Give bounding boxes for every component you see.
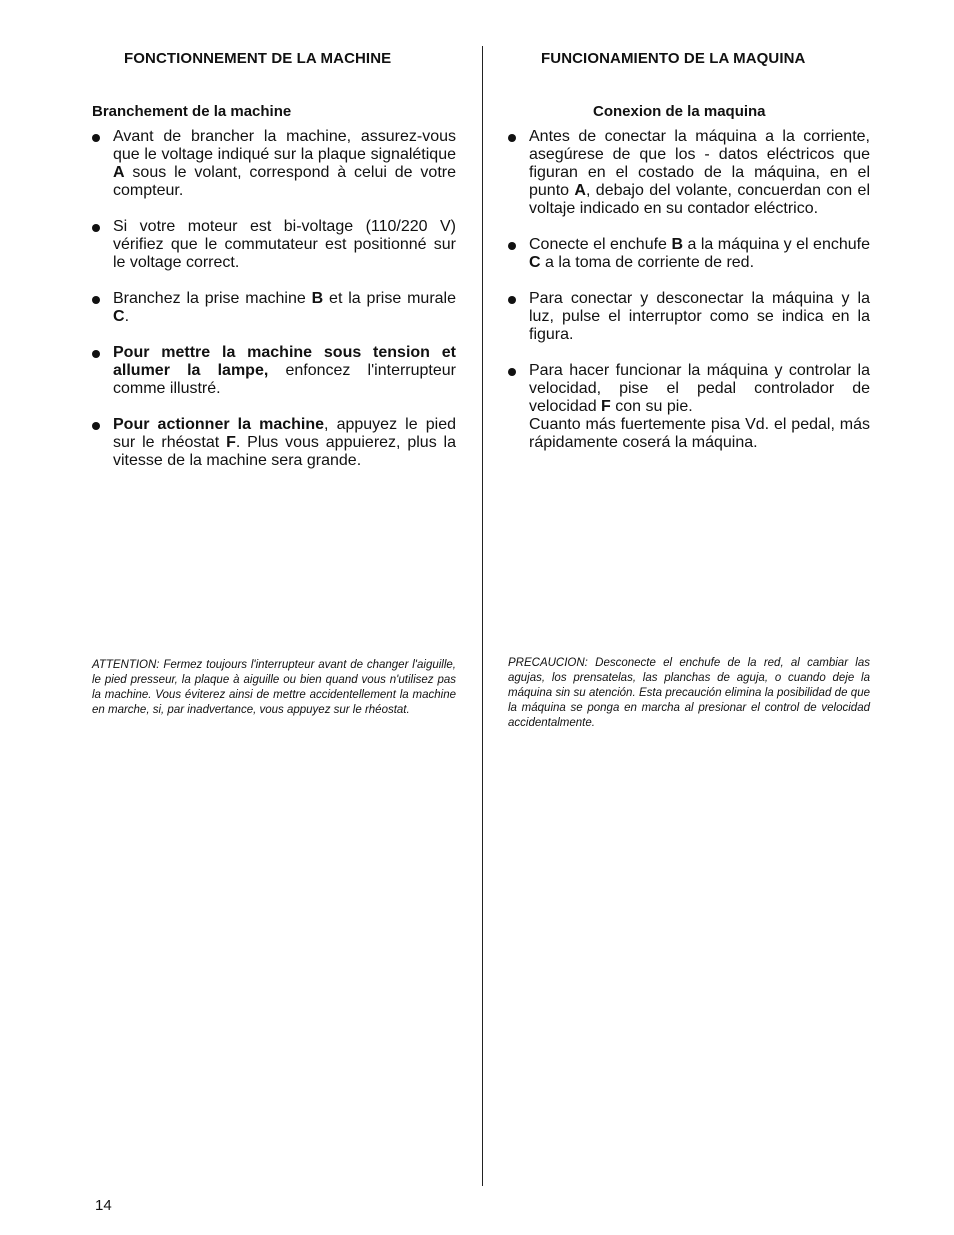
instruction-list-french xyxy=(92,128,456,470)
subsection-title-french: Branchement de la machine xyxy=(92,103,292,120)
bullet-icon xyxy=(508,242,516,250)
instruction-item: Pour mettre la machine sous tension et allumer la lampe, enfoncez l'interrupteur comme illustré. xyxy=(92,344,456,398)
instruction-item: Para hacer funcionar la máquina y controlar la velocidad, pise el pedal controlador de velocidad F con su pie. Cuanto más fuertemente pisa Vd. el pedal, más rápidamente coserá la máquina. xyxy=(508,362,870,452)
section-title-spanish: FUNCIONAMIENTO DE LA MAQUINA xyxy=(541,50,806,67)
instruction-item: Antes de conectar la máquina a la corriente, asegúrese de que los - datos eléctricos que figuran en el costado de la máquina, en el punto A, debajo del volante, concuerdan con el voltaje indicado en su contador eléctrico. xyxy=(508,128,870,218)
instruction-item: Pour actionner la machine, appuyez le pied sur le rhéostat F. Plus vous appuierez, plus la vitesse de la machine sera grande. xyxy=(92,416,456,470)
instruction-item: Avant de brancher la machine, assurez-vous que le voltage indiqué sur la plaque signalétique A sous le volant, correspond à celui de votre compteur. xyxy=(92,128,456,200)
warning-note-french: ATTENTION: Fermez toujours l'interrupteur avant de changer l'aiguille, le pied presseur, la plaque à aiguille ou bien quand vous n'utilisez pas la machine. Vous éviterez ainsi de mettre accidentellement la machine en marche, si, par inadvertance, vous appuyez sur le rhéostat. xyxy=(92,659,456,716)
section-title-french: FONCTIONNEMENT DE LA MACHINE xyxy=(124,50,392,67)
instruction-item-continuation: Cuanto más fuertemente pisa Vd. el pedal, más rápidamente coserá la máquina. xyxy=(529,416,870,451)
bullet-icon xyxy=(92,350,100,358)
bullet-icon xyxy=(92,224,100,232)
bullet-icon xyxy=(92,296,100,304)
instruction-item: Conecte el enchufe B a la máquina y el enchufe C a la toma de corriente de red. xyxy=(508,236,870,272)
bullet-icon xyxy=(92,134,100,142)
page-number: 14 xyxy=(95,1197,112,1214)
bullet-icon xyxy=(508,368,516,376)
instruction-list-spanish xyxy=(508,128,870,452)
bullet-icon xyxy=(92,422,100,430)
instruction-item: Branchez la prise machine B et la prise murale C. xyxy=(92,290,456,326)
bullet-icon xyxy=(508,134,516,142)
bullet-icon xyxy=(508,296,516,304)
subsection-title-spanish: Conexion de la maquina xyxy=(593,103,766,120)
instruction-item: Para conectar y desconectar la máquina y la luz, pulse el interruptor como se indica en la figura. xyxy=(508,290,870,344)
warning-note-spanish: PRECAUCION: Desconecte el enchufe de la red, al cambiar las agujas, los prensatelas, las planchas de aguja, o cuando deje la máquina sin su atención. Esta precaución elimina la posibilidad de que la máquina se ponga en marcha al presionar el control de velocidad accidentalmente. xyxy=(508,657,870,729)
instruction-item: Si votre moteur est bi-voltage (110/220 V) vérifiez que le commutateur est positionné sur le voltage correct. xyxy=(92,218,456,272)
column-divider xyxy=(482,46,483,1186)
